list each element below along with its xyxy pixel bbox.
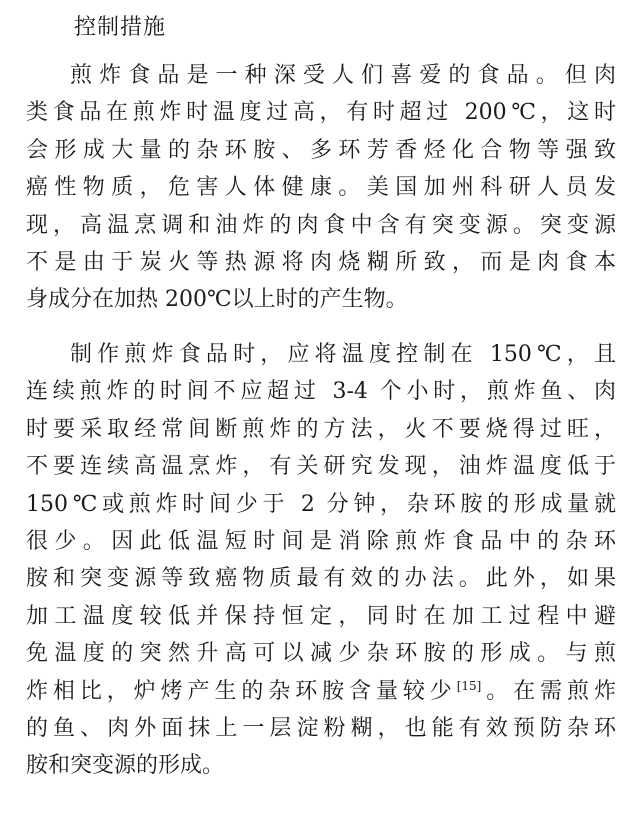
text-line-segment: 。在需煎炸 [481, 678, 616, 704]
text-line: 免温度的突然升高可以减少杂环胺的形成。与煎 [26, 641, 616, 667]
text-line: 会形成大量的杂环胺、多环芳香烃化合物等强致 [26, 137, 616, 163]
text-line: 现，高温烹调和油炸的肉食中含有突变源。突变源 [26, 212, 616, 238]
text-line: 身成分在加热 200℃以上时的产生物。 [26, 287, 408, 313]
text-line: 制作煎炸食品时，应将温度控制在 150℃，且 [70, 342, 616, 367]
text-line: 不要连续高温烹炸，有关研究发现，油炸温度低于 [26, 454, 616, 480]
text-line: 时要采取经常间断煎炸的方法，火不要烧得过旺， [26, 416, 616, 442]
text-line-segment: 炸相比，炉烤产生的杂环胺含量较少 [26, 678, 457, 704]
text-line: 胺和突变源等致癌物质最有效的办法。此外，如果 [26, 566, 616, 592]
text-line: 癌性物质，危害人体健康。美国加州科研人员发 [26, 175, 616, 201]
paragraph-1 [26, 57, 616, 319]
section-heading: 控制措施 [74, 15, 167, 40]
text-line: 煎炸食品是一种深受人们喜爱的食品。但肉 [70, 63, 616, 88]
text-line: 很少。因此低温短时间是消除煎炸食品中的杂环 [26, 528, 616, 554]
citation-reference[interactable]: [15] [456, 678, 482, 693]
text-line: 加工温度较低并保持恒定，同时在加工过程中避 [26, 603, 616, 629]
text-line: 不是由于炭火等热源将肉烧糊所致，而是肉食本 [26, 249, 616, 275]
text-line-with-citation [26, 673, 616, 710]
text-line: 连续煎炸的时间不应超过 3-4 个小时，煎炸鱼、肉 [26, 379, 616, 405]
text-line: 类食品在煎炸时温度过高，有时超过 200℃，这时 [26, 100, 616, 126]
text-line: 的鱼、肉外面抹上一层淀粉糊，也能有效预防杂环 [26, 715, 616, 741]
paragraph-2 [26, 336, 616, 785]
text-line: 150℃或煎炸时间少于 2 分钟，杂环胺的形成量就 [26, 491, 616, 517]
text-line: 胺和突变源的形成。 [26, 753, 225, 779]
